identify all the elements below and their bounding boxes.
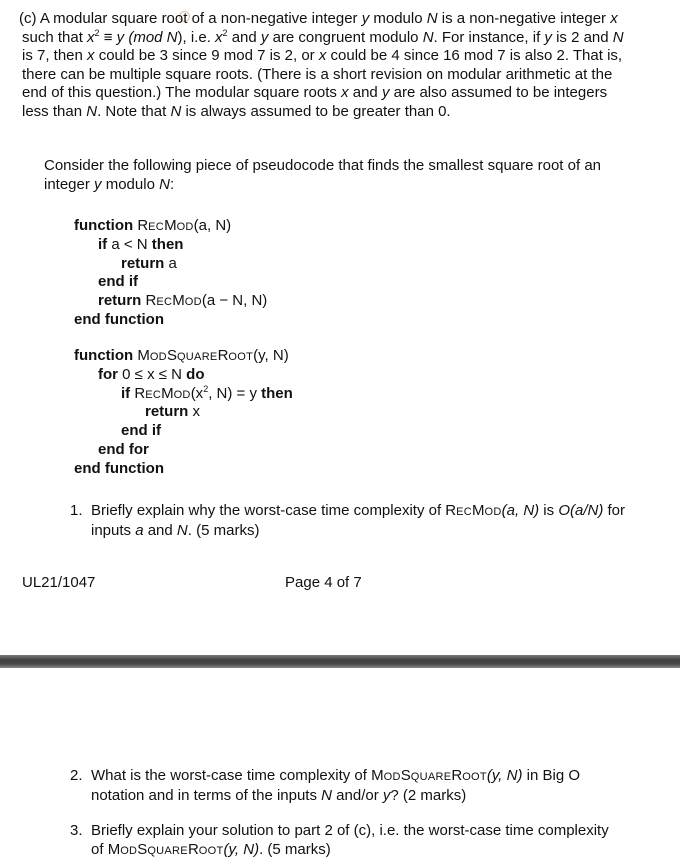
footer-page-number: Page 4 of 7 [285, 574, 362, 591]
recmod-pseudocode [74, 217, 267, 330]
code-line-end-if: end if [98, 273, 138, 291]
question-text: Briefly explain your solution to part 2 of (c), i.e. the worst-case time complexity of MODSQUAREROOT(y, N). (5 marks) [91, 822, 609, 858]
page-divider [0, 655, 680, 668]
question-2 [70, 767, 625, 805]
code-line-for: for 0 ≤ x ≤ N do [98, 365, 205, 383]
code-line-if-recmod: if $RECMOD(x^2$, N) = y then [121, 383, 293, 402]
modsquareroot-pseudocode [74, 347, 293, 479]
question-3 [70, 822, 625, 860]
code-line-end-function: end function [74, 310, 164, 328]
question-text: What is the worst-case time complexity of MODSQUAREROOT(y, N) in Big O notation and in terms of the inputs N and/or y? (2 marks) [91, 767, 580, 804]
code-line-end-for: end for [98, 440, 149, 458]
question-number: 1. [70, 502, 83, 519]
footer-doc-id: UL21/1047 [22, 574, 96, 591]
code-line-return-x: return x [145, 403, 201, 421]
question-number: 3. [70, 822, 83, 839]
question-1 [70, 502, 625, 540]
code-line-return-recmod: return RECMOD(a − N, N) [98, 292, 268, 310]
code-line-return-a: return a [121, 254, 177, 272]
code-line-function-header: function MODSQUAREROOT(y, N) [74, 347, 289, 364]
part-c-intro: (c) A modular square root of a non-negative integer y modulo N is a non-negative integer x such that $x^2 \equiv y$ (mod N), i.e. $x^2$ and y are congruent modulo N. For instance, if y is 2 and N is 7, then x could be 3 since 9 mod 7 is 2, or x could be 4 since 16 mod 7 is also 2. That is, there can be multiple square roots. (There is a short revision on modular arithmetic at the end of this question.) The modular square roots x and y are also assumed to be integers less than N. Note that N is always assumed to be greater than 0. [19, 10, 624, 120]
code-line-if: if a < N then [98, 235, 184, 253]
code-line-end-function: end function [74, 459, 164, 477]
consider-paragraph: Consider the following piece of pseudocode that finds the smallest square root of an integer y modulo N: [44, 157, 602, 193]
code-line-function-header: function RECMOD(a, N) [74, 217, 232, 234]
question-number: 2. [70, 767, 83, 784]
question-text: Briefly explain why the worst-case time complexity of RECMOD(a, N) is O(a/N) for inputs a and N. (5 marks) [91, 502, 625, 539]
code-line-end-if: end if [121, 422, 161, 440]
